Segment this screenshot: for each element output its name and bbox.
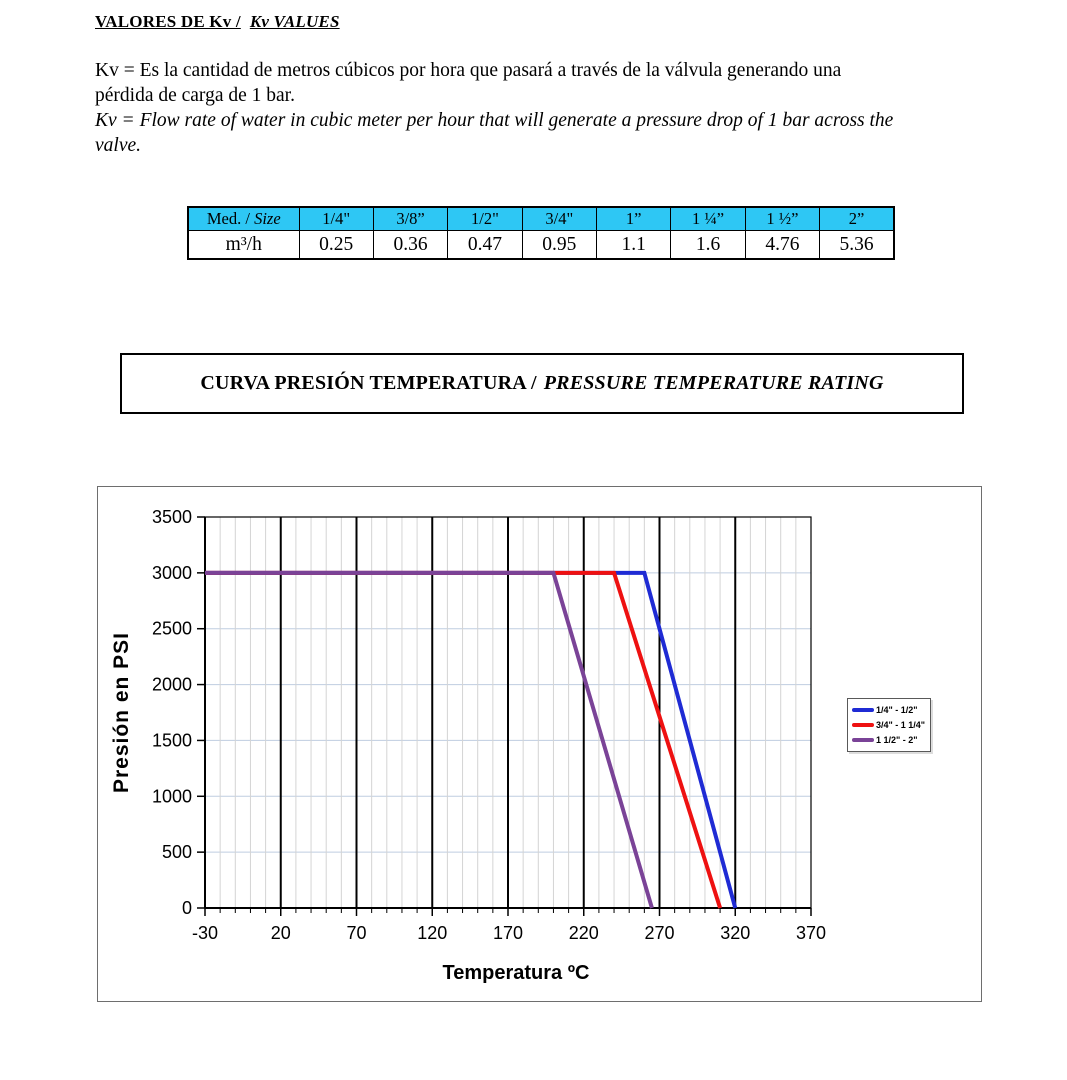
y-tick-label: 1000: [151, 786, 192, 807]
y-tick-label: 3500: [151, 507, 192, 527]
chart-legend: [847, 698, 931, 752]
kv-row-label: m³/h: [188, 231, 299, 260]
kv-header-size-cell: Med. / Size: [188, 207, 299, 231]
legend-line-swatch: [852, 708, 874, 712]
kv-description-en-line2: valve.: [95, 135, 142, 156]
kv-value-cell: 1.6: [671, 231, 745, 260]
x-tick-label: 320: [720, 923, 751, 943]
kv-value-cell: 0.25: [299, 231, 373, 260]
kv-description-es-line1: Kv = Es la cantidad de metros cúbicos por hora que pasará a través de la válvula generando una: [95, 60, 842, 81]
kv-header-cell: 3/8”: [373, 207, 447, 231]
y-tick-label: 0: [181, 898, 192, 918]
kv-header-cell: 1 ½”: [745, 207, 819, 231]
section-title-box: [120, 353, 964, 414]
y-tick-label: 1500: [151, 730, 192, 751]
legend-entry: [852, 705, 926, 715]
legend-line-swatch: [852, 738, 874, 742]
page-title-en: Kv VALUES: [249, 12, 340, 31]
x-tick-label: 370: [795, 923, 827, 943]
page-title: [95, 12, 340, 32]
x-tick-label: -30: [191, 923, 219, 943]
kv-header-cell: 1/2": [448, 207, 522, 231]
kv-header-cell: 1 ¼”: [671, 207, 745, 231]
kv-table-value-row: [188, 231, 894, 260]
y-tick-label: 2500: [151, 618, 192, 639]
legend-label: 1/4" - 1/2": [876, 705, 918, 715]
kv-table-header-row: [188, 207, 894, 231]
x-axis-title: Temperatura ºC: [442, 962, 590, 984]
kv-value-cell: 5.36: [820, 231, 894, 260]
x-tick-label: 20: [270, 923, 291, 943]
page-title-es: VALORES DE Kv /: [95, 12, 241, 31]
x-tick-label: 220: [568, 923, 599, 943]
x-tick-label: 70: [346, 923, 367, 943]
legend-entry: [852, 720, 926, 730]
kv-header-cell: 2”: [820, 207, 894, 231]
legend-label: 1 1/2" - 2": [876, 735, 918, 745]
x-tick-label: 270: [644, 923, 675, 943]
kv-header-cell: 3/4": [522, 207, 596, 231]
x-tick-label: 170: [492, 923, 524, 943]
x-tick-label: 120: [417, 923, 448, 943]
kv-header-cell: 1”: [597, 207, 671, 231]
kv-value-cell: 4.76: [745, 231, 819, 260]
section-title-es: CURVA PRESIÓN TEMPERATURA /: [200, 372, 537, 394]
kv-value-cell: 0.47: [448, 231, 522, 260]
pressure-temperature-chart: [97, 486, 982, 1002]
y-tick-label: 2000: [151, 674, 192, 695]
legend-label: 3/4" - 1 1/4": [876, 720, 926, 730]
kv-description-en-line1: Kv = Flow rate of water in cubic meter per hour that will generate a pressure drop of 1 bar across the: [95, 110, 894, 131]
kv-description-es-line2: pérdida de carga de 1 bar.: [95, 85, 295, 106]
kv-description: [95, 58, 1005, 158]
section-title-en: PRESSURE TEMPERATURE RATING: [543, 372, 884, 394]
kv-header-cell: 1/4": [299, 207, 373, 231]
kv-values-table: [187, 206, 895, 260]
y-tick-label: 3000: [151, 562, 192, 583]
legend-line-swatch: [852, 723, 874, 727]
y-axis-title: Presión en PSI: [110, 631, 133, 794]
kv-value-cell: 0.36: [373, 231, 447, 260]
kv-value-cell: 1.1: [597, 231, 671, 260]
kv-value-cell: 0.95: [522, 231, 596, 260]
y-tick-label: 500: [161, 842, 192, 863]
legend-entry: [852, 735, 926, 745]
